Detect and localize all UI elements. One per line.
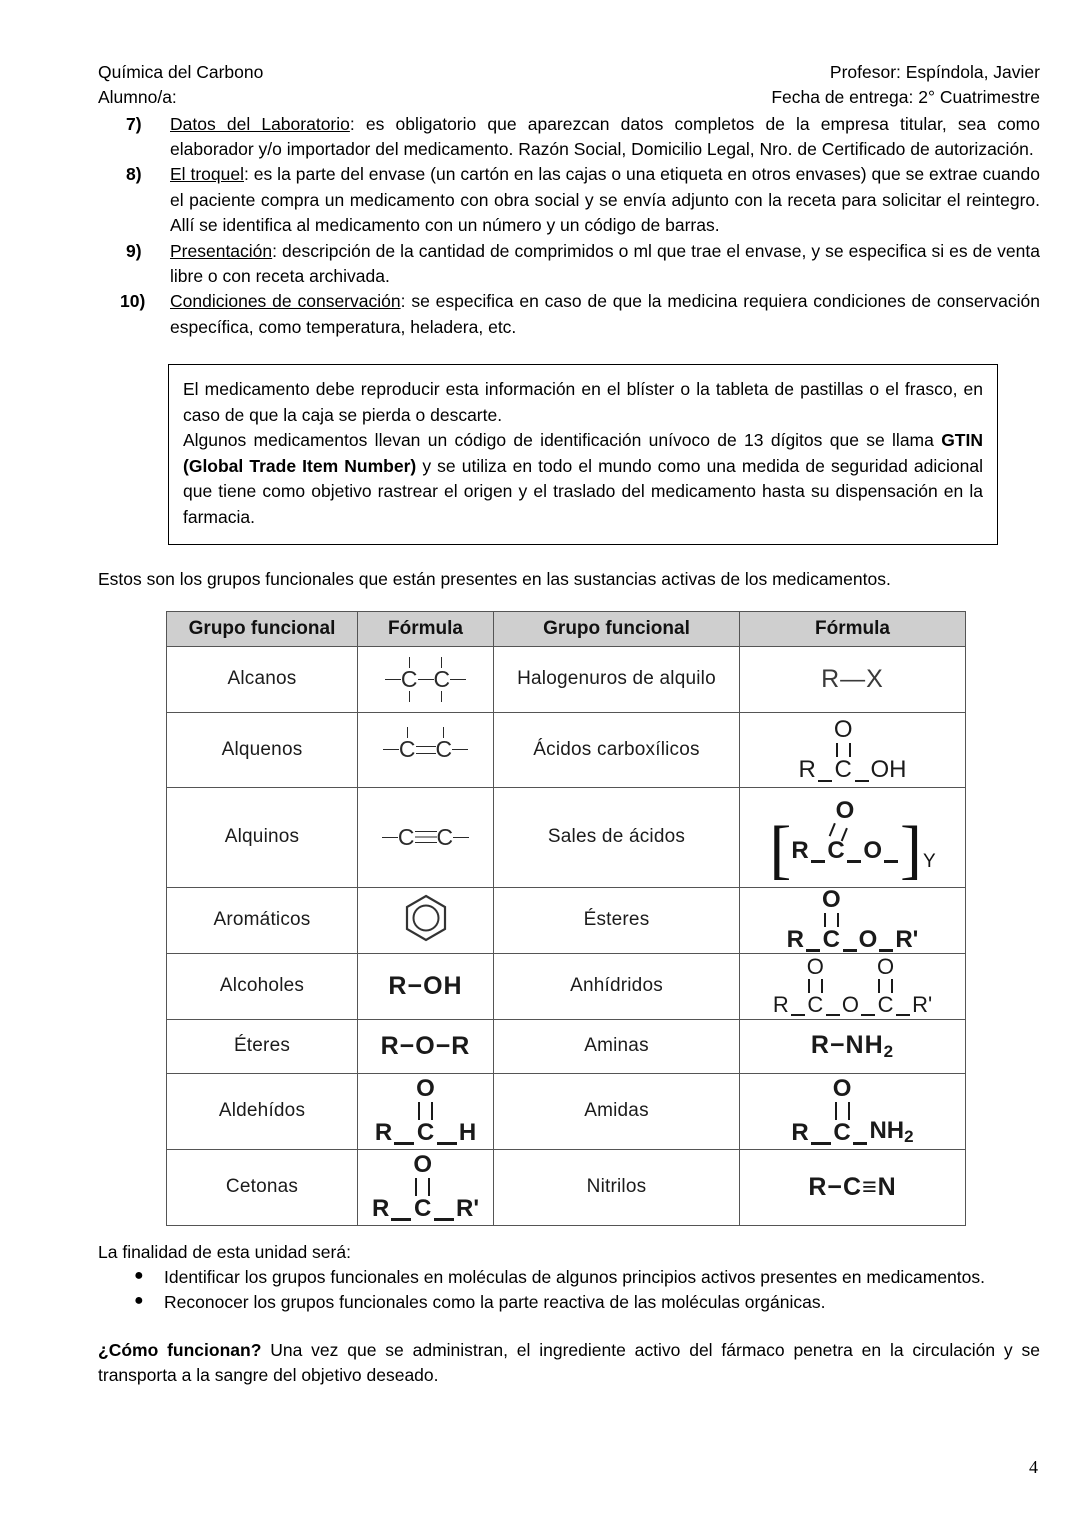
formula-text-ror: R−O−R (380, 1031, 471, 1060)
atom-r-prime: R' (912, 992, 933, 1018)
atom-r-prime: R' (455, 1195, 480, 1223)
subscript-2: 2 (904, 1127, 914, 1147)
group-name-alquinos: Alquinos (167, 787, 358, 887)
table-row (167, 1019, 966, 1073)
group-name-amidas: Amidas (494, 1073, 740, 1149)
table-row (167, 1073, 966, 1149)
formula-alquinos (358, 787, 494, 887)
group-oh: OH (870, 755, 907, 783)
atom-c: C (398, 736, 416, 763)
document-header (98, 60, 1040, 110)
group-name-esteres: Ésteres (494, 887, 740, 953)
formula-text-rx: R—X (821, 664, 884, 693)
formula-acidos-carboxilicos (740, 712, 966, 787)
atom-o: O (416, 1075, 435, 1103)
group-nh: NH (845, 1030, 884, 1059)
group-nh: NH (869, 1117, 905, 1145)
table-row (167, 887, 966, 953)
table-row (167, 646, 966, 712)
formula-alcoholes (358, 953, 494, 1019)
group-name-alcanos: Alcanos (167, 646, 358, 712)
atom-c: C (833, 1119, 851, 1147)
list-item (98, 289, 1040, 340)
atom-c: C (436, 823, 454, 850)
closing-text: Una vez que se administran, el ingrediente activo del fármaco penetra en la circulación y se transporta a la sangre del objetivo deseado. (98, 1339, 1040, 1386)
functional-groups-table-wrap (166, 611, 961, 1226)
atom-r: R (374, 1119, 393, 1147)
callout-p2-before: Algunos medicamentos llevan un código de identificación unívoco de 13 dígitos que se llama (183, 430, 942, 451)
gtin-term: GTIN (Global Trade Item Number) (183, 430, 983, 476)
atom-o: O (863, 837, 882, 865)
atom-c: C (834, 755, 852, 783)
group-name-anhidridos: Anhídridos (494, 953, 740, 1019)
atom-y: Y (922, 851, 936, 873)
table-header-row (167, 611, 966, 646)
subscript-2: 2 (883, 1041, 895, 1061)
bullet-dot-icon: ● (134, 1267, 144, 1285)
atom-r: R (810, 1030, 830, 1059)
formula-aromaticos (358, 887, 494, 953)
anhydride-structure-icon (740, 956, 965, 1016)
ether-structure-icon (358, 1031, 493, 1060)
list-term: Datos del Laboratorio (170, 113, 350, 134)
amine-structure-icon: $R-NH_2$ (810, 1030, 895, 1061)
atom-r: R (798, 755, 816, 783)
atom-c: C (416, 1119, 435, 1147)
alcohol-structure-icon (358, 971, 493, 1000)
table-row (167, 787, 966, 887)
info-callout-box (168, 364, 998, 545)
list-marker: 10) (120, 291, 146, 312)
atom-r: R (786, 926, 804, 954)
atom-o: O (876, 954, 895, 980)
course-title: Química del Carbono (98, 62, 264, 82)
list-term: Presentación (170, 240, 273, 261)
professor-name: Profesor: Espíndola, Javier (829, 62, 1040, 82)
carboxylate-salt-structure-icon (740, 797, 965, 886)
list-term: Condiciones de conservación (170, 291, 401, 312)
ester-structure-icon (740, 888, 965, 952)
group-name-eteres: Éteres (167, 1019, 358, 1073)
list-item (98, 162, 1040, 238)
alkene-structure-icon (358, 727, 493, 772)
col-header-formula-1: Fórmula (358, 611, 494, 646)
formula-aldehidos (358, 1073, 494, 1149)
list-marker: 9) (126, 240, 142, 261)
alkane-structure-icon (358, 657, 493, 702)
atom-o: O (413, 1151, 432, 1179)
bracket-open: [ (769, 812, 792, 886)
list-text: : descripción de la cantidad de comprimidos o ml que trae el envase, y se especifica si es de venta libre o con receta archivada. (170, 240, 1040, 286)
callout-p2-after: y se utiliza en todo el mundo como una medida de seguridad adicional que tiene como objetivo rastrear el origen y el traslado del medicamento hasta su dispensación en la farmacia. (183, 455, 983, 527)
group-name-aldehidos: Aldehídos (167, 1073, 358, 1149)
atom-r: R (371, 1195, 390, 1223)
benzene-ring-icon (358, 893, 493, 947)
formula-cetonas (358, 1149, 494, 1225)
atom-o: O (821, 886, 841, 914)
table-row (167, 712, 966, 787)
formula-alcanos (358, 646, 494, 712)
formula-esteres (740, 887, 966, 953)
group-name-aromaticos: Aromáticos (167, 887, 358, 953)
list-text: : se especifica en caso de que la medicina requiera condiciones de conservación específica, como temperatura, heladera, etc. (170, 291, 1040, 337)
group-name-sales-de-acidos: Sales de ácidos (494, 787, 740, 887)
formula-eteres (358, 1019, 494, 1073)
list-item (98, 1265, 1040, 1290)
formula-text-rcn: R−C≡N (808, 1172, 897, 1201)
callout-paragraph-1: El medicamento debe reproducir esta información en el blíster o la tableta de pastillas o el frasco, en caso de que la caja se pierda o descarte. (183, 379, 983, 425)
header-row-student (98, 85, 1040, 110)
group-name-acidos-carboxilicos: Ácidos carboxílicos (494, 712, 740, 787)
carboxyl-structure-icon (740, 715, 965, 783)
formula-anhidridos (740, 953, 966, 1019)
formula-aminas (740, 1019, 966, 1073)
atom-c: C (435, 736, 453, 763)
table-row (167, 953, 966, 1019)
atom-c: C (827, 837, 845, 865)
alkyne-structure-icon (358, 815, 493, 860)
list-marker: 7) (126, 113, 142, 134)
list-marker: 8) (126, 164, 142, 185)
formula-amidas (740, 1073, 966, 1149)
atom-r: R (791, 1119, 809, 1147)
atom-c: C (822, 926, 840, 954)
header-row-course (98, 60, 1040, 85)
group-name-halogenuros: Halogenuros de alquilo (494, 646, 740, 712)
atom-c: C (413, 1195, 432, 1223)
due-date: Fecha de entrega: 2° Cuatrimestre (771, 86, 1040, 107)
col-header-grupo-funcional-1: Grupo funcional (167, 611, 358, 646)
closing-paragraph (98, 1338, 1040, 1389)
nitrile-structure-icon (740, 1172, 965, 1201)
atom-r: R (772, 992, 789, 1018)
list-text: : es la parte del envase (un cartón en las cajas o una etiqueta en otros envases) que se extrae cuando el paciente compra un medicamento con obra social y se envía adjunto con la receta para solicitar el reintegro. Allí se identifica al medicamento con un número y un código de barras. (170, 164, 1040, 236)
table-row (167, 1149, 966, 1225)
atom-o: O (833, 715, 853, 743)
atom-c: C (807, 992, 824, 1018)
group-name-cetonas: Cetonas (167, 1149, 358, 1225)
list-item (98, 112, 1040, 163)
closing-question: ¿Cómo funcionan? (98, 1339, 262, 1360)
group-name-nitrilos: Nitrilos (494, 1149, 740, 1225)
goal-text: Identificar los grupos funcionales en moléculas de algunos principios activos presentes en medicamentos. (164, 1267, 986, 1288)
list-item (98, 1290, 1040, 1315)
group-name-alquenos: Alquenos (167, 712, 358, 787)
numbered-list (98, 112, 1040, 340)
formula-halogenuros (740, 646, 966, 712)
atom-c: C (397, 823, 415, 850)
col-header-formula-2: Fórmula (740, 611, 966, 646)
bracket-close: ] (900, 812, 922, 886)
atom-r-prime: R' (895, 926, 919, 954)
atom-o: O (832, 1075, 852, 1103)
atom-c: C (400, 665, 418, 692)
atom-h: H (458, 1119, 477, 1147)
amide-structure-icon (740, 1077, 965, 1145)
atom-o: O (858, 926, 878, 954)
atom-o: O (806, 954, 824, 980)
atom-c: C (433, 665, 451, 692)
atom-r: R (791, 837, 809, 865)
formula-alquenos (358, 712, 494, 787)
intro-paragraph: Estos son los grupos funcionales que están presentes en las sustancias activas de los medicamentos. (98, 569, 891, 590)
atom-o: O (835, 797, 855, 825)
list-text: : es obligatorio que aparezcan datos completos de la empresa titular, sea como elaborador y/o importador del medicamento. Razón Social, Domicilio Legal, Nro. de Certificado de autorización. (170, 113, 1040, 160)
formula-sales-de-acidos (740, 787, 966, 887)
goal-text: Reconocer los grupos funcionales como la parte reactiva de las moléculas orgánicas. (164, 1292, 826, 1313)
group-name-aminas: Aminas (494, 1019, 740, 1073)
goals-intro: La finalidad de esta unidad será: (98, 1241, 351, 1262)
goals-list (98, 1265, 1040, 1316)
list-item (98, 239, 1040, 290)
formula-nitrilos (740, 1149, 966, 1225)
student-label: Alumno/a: (98, 86, 177, 107)
atom-c: C (877, 992, 894, 1018)
bullet-dot-icon: ● (134, 1292, 144, 1310)
functional-groups-table (166, 611, 966, 1226)
list-term: El troquel (170, 164, 244, 185)
halide-structure-icon (740, 664, 965, 693)
formula-text-roh: R−OH (388, 971, 463, 1000)
ketone-structure-icon (358, 1153, 493, 1221)
atom-o: O (841, 992, 859, 1018)
group-name-alcoholes: Alcoholes (167, 953, 358, 1019)
col-header-grupo-funcional-2: Grupo funcional (494, 611, 740, 646)
callout-paragraph-2 (183, 428, 983, 530)
page-number: 4 (1029, 1457, 1038, 1477)
aldehyde-structure-icon (358, 1077, 493, 1145)
